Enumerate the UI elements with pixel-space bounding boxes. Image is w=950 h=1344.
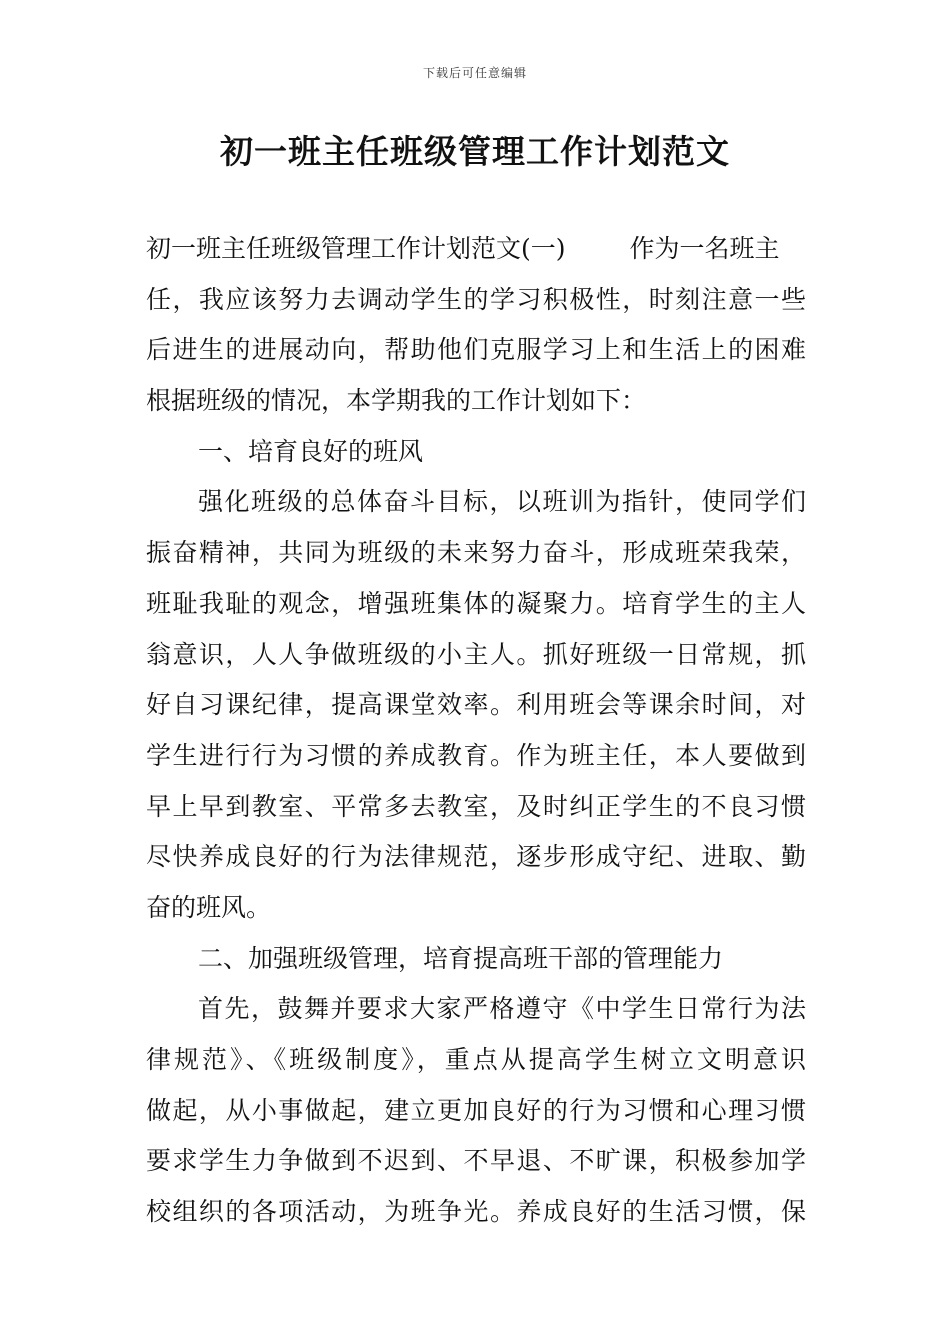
document-body — [146, 224, 806, 1238]
paragraph-line: 做起，从小事做起，建立更加良好的行为习惯和心理习惯 — [146, 1095, 806, 1125]
paragraph-line: 学生进行行为习惯的养成教育。作为班主任，本人要做到 — [146, 740, 806, 770]
paragraph-line: 奋的班风。 — [146, 892, 272, 922]
paragraph-line: 后进生的进展动向，帮助他们克服学习上和生活上的困难 — [146, 335, 806, 365]
header-note: 下载后可任意编辑 — [422, 66, 527, 80]
document-title: 初一班主任班级管理工作计划范文 — [220, 132, 730, 171]
paragraph-line: 根据班级的情况，本学期我的工作计划如下： — [146, 386, 647, 416]
intro-heading: 初一班主任班级管理工作计划范文(一) — [146, 234, 566, 263]
section-heading: 二、加强班级管理，培育提高班干部的管理能力 — [198, 943, 724, 973]
paragraph-line: 律规范》、《班级制度》，重点从提高学生树立文明意识 — [146, 1045, 806, 1074]
paragraph-line: 任，我应该努力去调动学生的学习积极性，时刻注意一些 — [146, 284, 806, 314]
paragraph-line: 好自习课纪律，提高课堂效率。利用班会等课余时间，对 — [146, 690, 806, 720]
paragraph-line: 强化班级的总体奋斗目标，以班训为指针，使同学们 — [198, 487, 806, 517]
paragraph-line: 班耻我耻的观念，增强班集体的凝聚力。培育学生的主人 — [146, 588, 806, 618]
paragraph-line: 振奋精神，共同为班级的未来努力奋斗，形成班荣我荣， — [146, 538, 806, 568]
paragraph-line: 首先，鼓舞并要求大家严格遵守《中学生日常行为法 — [198, 994, 806, 1024]
paragraph-line: 尽快养成良好的行为法律规范，逐步形成守纪、进取、勤 — [146, 842, 806, 872]
section-heading: 一、培育良好的班风 — [198, 436, 424, 466]
paragraph-line: 校组织的各项活动，为班争光。养成良好的生活习惯，保 — [146, 1197, 806, 1227]
intro-first-line — [146, 224, 806, 275]
paragraph-line: 早上早到教室、平常多去教室，及时纠正学生的不良习惯 — [146, 791, 806, 821]
paragraph-line: 翁意识，人人争做班级的小主人。抓好班级一日常规，抓 — [146, 639, 806, 669]
intro-first-line-tail: 作为一名班主 — [629, 234, 780, 263]
paragraph-line: 要求学生力争做到不迟到、不早退、不旷课，积极参加学 — [146, 1146, 806, 1176]
